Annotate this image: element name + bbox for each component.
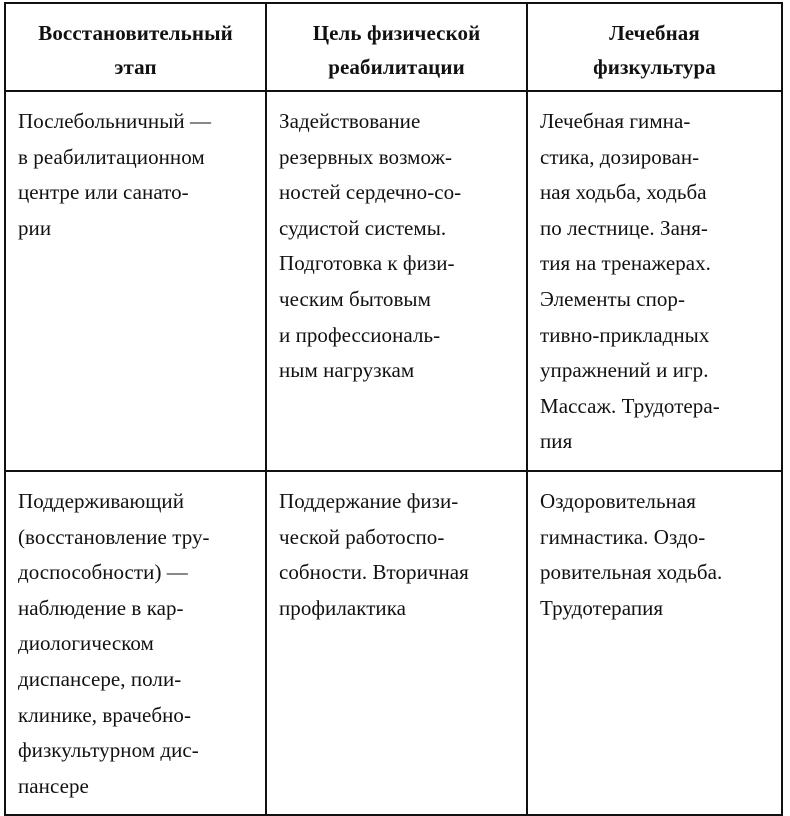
column-header-stage [5, 3, 266, 91]
cell-line: гимнастика. Оздо- [540, 524, 706, 549]
cell-line: тивно-прикладных [540, 322, 710, 347]
cell-stage-post-hospital [5, 91, 266, 471]
rehabilitation-stages-table [4, 2, 783, 816]
cell-line: диспансере, поли- [18, 666, 182, 691]
cell-line: клинике, врачебно- [18, 702, 191, 727]
cell-line: ная ходьба, ходьба [540, 180, 707, 205]
header-row [5, 3, 782, 91]
cell-line: физкультурном дис- [18, 738, 199, 763]
cell-line: пия [540, 429, 573, 454]
cell-text [6, 472, 265, 814]
header-line: этап [114, 55, 157, 79]
cell-line: собности. Вторичная [279, 560, 469, 585]
cell-line: профилактика [279, 595, 407, 620]
table-row [5, 91, 782, 471]
cell-line: рии [18, 215, 52, 240]
cell-goal-post-hospital [266, 91, 527, 471]
header-line: Восстановительный [38, 21, 233, 45]
cell-line: (восстановление тру- [18, 524, 210, 549]
cell-line: по лестнице. Заня- [540, 215, 708, 240]
cell-line: Трудотерапия [540, 595, 664, 620]
cell-text [528, 92, 781, 470]
cell-line: пансере [18, 773, 89, 798]
table-header [5, 3, 782, 91]
cell-line: Лечебная гимна- [540, 109, 691, 133]
cell-line: резервных возмож- [279, 144, 453, 169]
cell-line: диологическом [18, 631, 154, 656]
column-header-therapy [527, 3, 782, 91]
header-line: физкультура [593, 55, 716, 79]
cell-therapy-supportive [527, 471, 782, 815]
column-header-goal-text [267, 4, 526, 90]
cell-line: доспособности) — [18, 560, 188, 585]
cell-line: ческой работоспо- [279, 524, 445, 549]
column-header-therapy-text [528, 4, 781, 90]
cell-line: ровительная ходьба. [540, 560, 723, 585]
cell-text [267, 472, 526, 636]
header-line: Цель физической [312, 21, 481, 45]
cell-stage-supportive [5, 471, 266, 815]
cell-text [6, 92, 265, 256]
column-header-goal [266, 3, 527, 91]
column-header-stage-text [6, 4, 265, 90]
table-body [5, 91, 782, 815]
cell-line: упражнений и игр. [540, 358, 709, 383]
header-line: Лечебная [609, 21, 700, 45]
cell-line: в реабилитационном [18, 144, 205, 169]
cell-line: наблюдение в кар- [18, 595, 184, 620]
cell-line: Подготовка к физи- [279, 251, 455, 276]
cell-therapy-post-hospital [527, 91, 782, 471]
cell-goal-supportive [266, 471, 527, 815]
cell-line: и профессиональ- [279, 322, 441, 347]
cell-line: центре или санато- [18, 180, 189, 205]
cell-line: Послебольничный — [18, 109, 211, 133]
cell-text [528, 472, 781, 636]
cell-line: ческим бытовым [279, 286, 431, 311]
cell-line: Массаж. Трудотера- [540, 393, 720, 418]
cell-line: Оздоровительная [540, 488, 696, 513]
cell-line: стика, дозирован- [540, 144, 700, 169]
header-line: реабилитации [328, 55, 465, 79]
cell-line: судистой системы. [279, 215, 447, 240]
cell-line: тия на тренажерах. [540, 251, 711, 276]
cell-text [267, 92, 526, 399]
cell-line: Поддержание физи- [279, 488, 459, 513]
cell-line: ным нагрузкам [279, 358, 415, 383]
cell-line: ностей сердечно-со- [279, 180, 462, 205]
cell-line: Поддерживающий [18, 488, 184, 513]
cell-line: Элементы спор- [540, 286, 686, 311]
table-row [5, 471, 782, 815]
cell-line: Задействование [279, 109, 421, 133]
